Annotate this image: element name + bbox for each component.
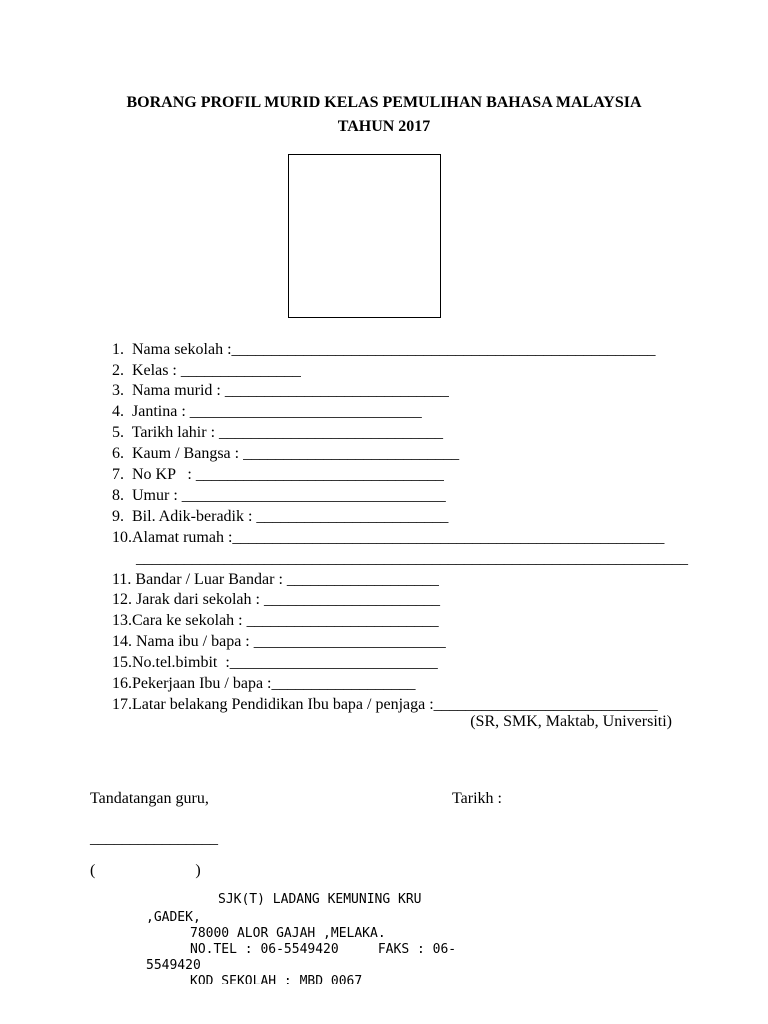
photo-box — [288, 154, 441, 318]
field-pekerjaan[interactable]: 16.Pekerjaan Ibu / bapa :__________________ — [112, 675, 416, 692]
field-nama-sekolah[interactable]: 1. Nama sekolah :_____________________________________________________ — [112, 341, 656, 358]
field-bil-adik-beradik[interactable]: 9. Bil. Adik-beradik : ________________________ — [112, 508, 449, 525]
field-kelas[interactable]: 2. Kelas : _______________ — [112, 362, 301, 379]
school-name: SJK(T) LADANG KEMUNING KRU — [218, 892, 422, 907]
school-fax-cont: 5549420 — [146, 958, 201, 973]
field-umur[interactable]: 8. Umur : _________________________________ — [112, 487, 446, 504]
field-nama-ibu-bapa[interactable]: 14. Nama ibu / bapa : ________________________ — [112, 633, 446, 650]
field-alamat-rumah[interactable]: 10.Alamat rumah :______________________________________________________ — [112, 529, 665, 546]
date-label: Tarikh : — [452, 790, 502, 807]
signature-line[interactable]: ________________ — [90, 830, 218, 847]
school-address-1: ,GADEK, — [146, 910, 201, 925]
field-nama-murid[interactable]: 3. Nama murid : ____________________________ — [112, 382, 449, 399]
field-bandar[interactable]: 11. Bandar / Luar Bandar : ___________________ — [112, 571, 439, 588]
teacher-signature-label: Tandatangan guru, — [90, 790, 209, 807]
school-phone-fax: NO.TEL : 06-5549420 FAKS : 06- — [190, 942, 457, 957]
form-title: BORANG PROFIL MURID KELAS PEMULIHAN BAHASA MALAYSIA — [126, 94, 642, 111]
field-jarak-sekolah[interactable]: 12. Jarak dari sekolah : ______________________ — [112, 591, 440, 608]
field-cara-ke-sekolah[interactable]: 13.Cara ke sekolah : ________________________ — [112, 612, 439, 629]
form-year: TAHUN 2017 — [337, 118, 431, 135]
field-jantina[interactable]: 4. Jantina : _____________________________ — [112, 403, 422, 420]
school-address-2: 78000 ALOR GAJAH ,MELAKA. — [190, 926, 386, 941]
field-alamat-rumah-line2[interactable]: _____________________________________________________________________ — [112, 550, 688, 567]
field-no-tel-bimbit[interactable]: 15.No.tel.bimbit :__________________________ — [112, 654, 438, 671]
school-code: KOD SEKOLAH : MBD 0067 — [190, 974, 363, 984]
field-kaum-bangsa[interactable]: 6. Kaum / Bangsa : ___________________________ — [112, 445, 460, 462]
field-no-kp[interactable]: 7. No KP : _______________________________ — [112, 466, 444, 483]
education-options-note: (SR, SMK, Maktab, Universiti) — [470, 713, 672, 730]
name-bracket[interactable]: ( ) — [90, 862, 201, 879]
field-latar-belakang[interactable]: 17.Latar belakang Pendidikan Ibu bapa / penjaga :____________________________ — [112, 696, 658, 713]
field-tarikh-lahir[interactable]: 5. Tarikh lahir : ____________________________ — [112, 424, 444, 441]
